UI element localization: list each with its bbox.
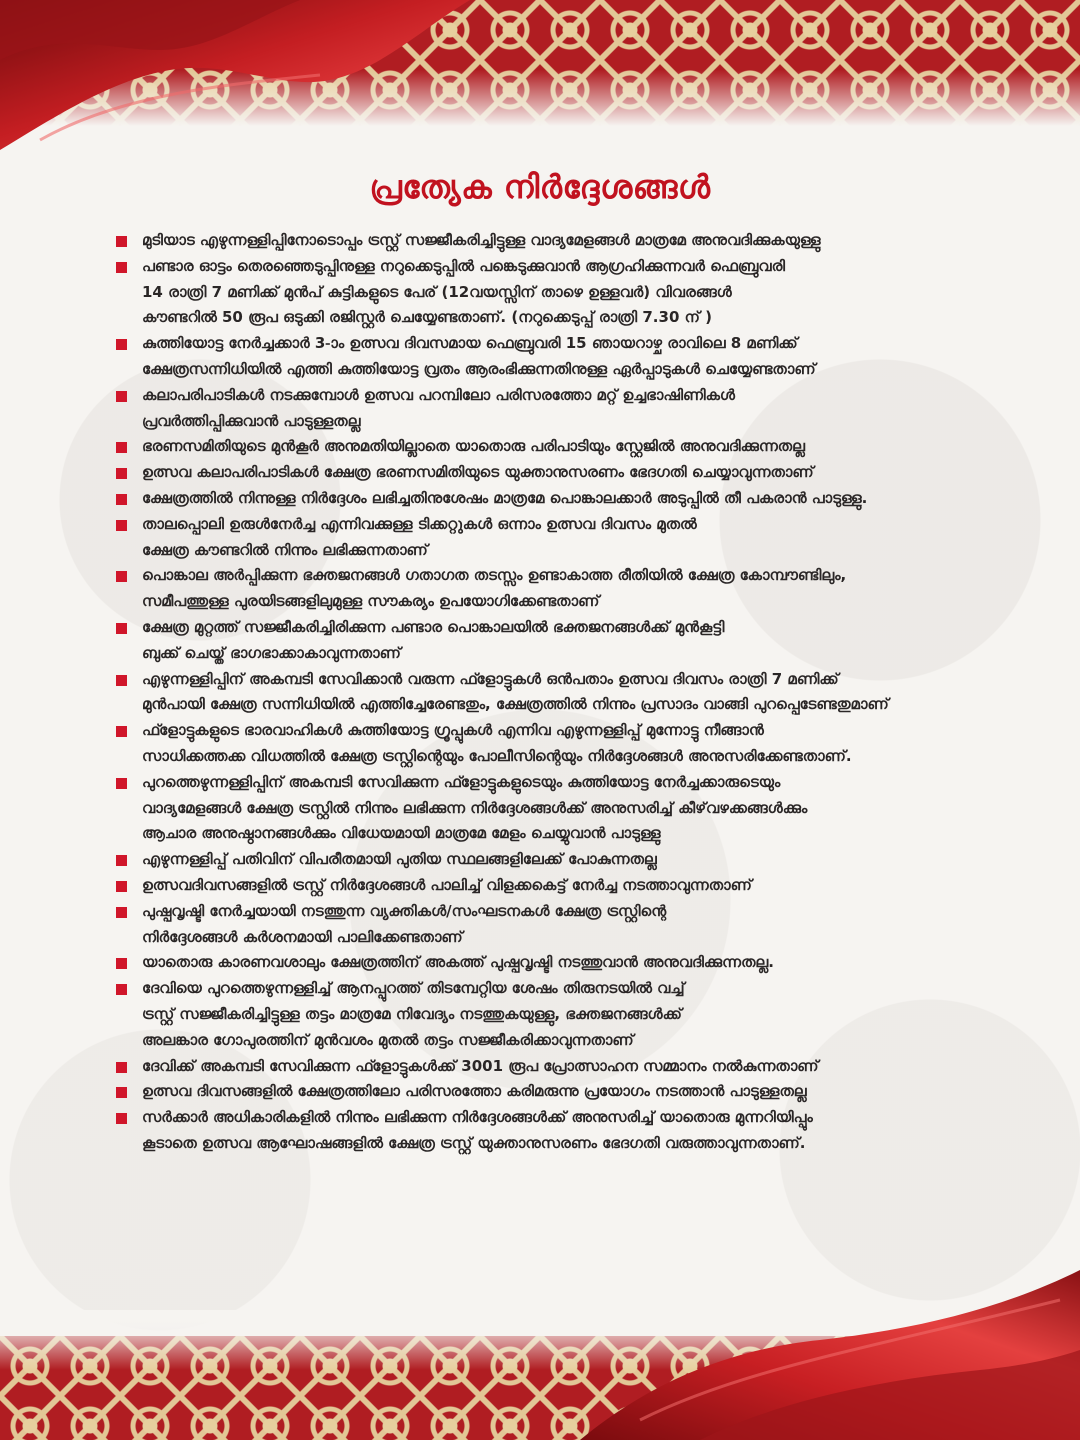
instruction-text-line: കുത്തിയോട്ട നേർച്ചക്കാർ 3-ാം ഉത്സവ ദിവസമായ ഫെബ്രുവരി 15 ഞായറാഴ്ച രാവിലെ 8 മണിക്ക് <box>142 334 798 353</box>
page-title: പ്രത്യേക നിർദ്ദേശങ്ങൾ <box>369 168 711 206</box>
square-bullet-icon <box>116 1113 127 1124</box>
instruction-text-line: ഭരണസമിതിയുടെ മുൻകൂർ അനുമതിയില്ലാതെ യാതൊരു പരിപാടിയും സ്റ്റേജിൽ അനുവദിക്കുന്നതല്ല <box>142 437 805 456</box>
instruction-text-line: കൗണ്ടറിൽ 50 രൂപ ഒടുക്കി രജിസ്റ്റർ ചെയ്യേണ്ടതാണ്. (നറുക്കെടുപ്പ് രാത്രി 7.30 ന് ) <box>142 308 712 327</box>
instruction-text-line: വാദ്യമേളങ്ങൾ ക്ഷേത്ര ട്രസ്റ്റിൽ നിന്നും ലഭിക്കുന്ന നിർദ്ദേശങ്ങൾക്ക് അനുസരിച്ച് കീഴ്‌വഴക്കങ്ങൾക്കും <box>142 798 808 817</box>
instruction-item <box>116 563 1046 615</box>
instruction-item <box>116 460 1046 486</box>
instruction-text-line: പണ്ടാര ഓട്ടം തെരഞ്ഞെടുപ്പിനുള്ള നറുക്കെടുപ്പിൽ പങ്കെടുക്കുവാൻ ആഗ്രഹിക്കുന്നവർ ഫെബ്രുവരി <box>142 256 785 275</box>
square-bullet-icon <box>116 881 127 892</box>
instruction-list <box>116 228 1046 1157</box>
instruction-item <box>116 1079 1046 1105</box>
instruction-text-line: എഴുന്നള്ളിപ്പ് പതിവിന് വിപരീതമായി പുതിയ സ്ഥലങ്ങളിലേക്ക് പോകുന്നതല്ല <box>142 850 657 869</box>
instruction-text-line: പുറത്തെഴുന്നള്ളിപ്പിന് അകമ്പടി സേവിക്കുന്ന ഫ്ളോട്ടുകളുടെയും കുത്തിയോട്ട നേർച്ചക്കാരുടെയും <box>142 772 781 791</box>
instruction-text-line: ഉത്സവ ദിവസങ്ങളിൽ ക്ഷേത്രത്തിലോ പരിസരത്തോ കരിമരുന്നു പ്രയോഗം നടത്താൻ പാടുള്ളതല്ല <box>142 1082 807 1101</box>
instruction-text-line: പ്രവർത്തിപ്പിക്കുവാൻ പാടുള്ളതല്ല <box>142 411 361 430</box>
top-left-red-drape <box>0 0 470 160</box>
square-bullet-icon <box>116 391 127 402</box>
instruction-item <box>116 899 1046 951</box>
instruction-item <box>116 434 1046 460</box>
square-bullet-icon <box>116 623 127 634</box>
instruction-text-line: ക്ഷേത്രസന്നിധിയിൽ എത്തി കുത്തിയോട്ട വ്രതം ആരംഭിക്കുന്നതിനുള്ള ഏർപ്പാടുകൾ ചെയ്യേണ്ടതാണ് <box>142 359 816 378</box>
instruction-text-line: ആചാര അനുഷ്ഠാനങ്ങൾക്കും വിധേയമായി മാത്രമേ മേളം ചെയ്യുവാൻ പാടുള്ളു <box>142 824 661 843</box>
instruction-item <box>116 1105 1046 1157</box>
instruction-item <box>116 1054 1046 1080</box>
instruction-text-line: സർക്കാർ അധികാരികളിൽ നിന്നും ലഭിക്കുന്ന നിർദ്ദേശങ്ങൾക്ക് അനുസരിച്ച് യാതൊരു മുന്നറിയിപ്പും <box>142 1108 813 1127</box>
square-bullet-icon <box>116 236 127 247</box>
instruction-item <box>116 873 1046 899</box>
instruction-text-line: 14 രാത്രി 7 മണിക്ക് മുൻപ് കുട്ടികളുടെ പേര് (12വയസ്സിന് താഴെ ഉള്ളവർ) വിവരങ്ങൾ <box>142 282 732 301</box>
square-bullet-icon <box>116 1062 127 1073</box>
square-bullet-icon <box>116 907 127 918</box>
square-bullet-icon <box>116 442 127 453</box>
instruction-text-line: അലങ്കാര ഗോപുരത്തിന് മുൻവശം മുതൽ തട്ടം സജ്ജീകരിക്കാവുന്നതാണ് <box>142 1030 634 1049</box>
square-bullet-icon <box>116 494 127 505</box>
instruction-text-line: ക്ഷേത്ര കൗണ്ടറിൽ നിന്നും ലഭിക്കുന്നതാണ് <box>142 540 428 559</box>
instruction-text-line: ദേവിയെ പുറത്തെഴുന്നള്ളിച്ച് ആനപ്പുറത്ത് തിടമ്പേറ്റിയ ശേഷം തിരുനടയിൽ വച്ച് <box>142 979 685 998</box>
instruction-item <box>116 383 1046 435</box>
instruction-item <box>116 331 1046 383</box>
instruction-text-line: ഫ്ളോട്ടുകളുടെ ഭാരവാഹികൾ കുത്തിയോട്ട ഗ്രൂപ്പുകൾ എന്നിവ എഴുന്നള്ളിപ്പ് മുന്നോട്ടു നീങ്ങാൻ <box>142 721 764 740</box>
square-bullet-icon <box>116 984 127 995</box>
instruction-item <box>116 228 1046 254</box>
square-bullet-icon <box>116 675 127 686</box>
instruction-text-line: പൊങ്കാല അർപ്പിക്കുന്ന ഭക്തജനങ്ങൾ ഗതാഗത തടസ്സം ഉണ്ടാകാത്ത രീതിയിൽ ക്ഷേത്ര കോമ്പൗണ്ടിലും, <box>142 566 847 585</box>
instruction-item <box>116 486 1046 512</box>
square-bullet-icon <box>116 855 127 866</box>
square-bullet-icon <box>116 468 127 479</box>
instruction-item <box>116 976 1046 1053</box>
instruction-text-line: പുഷ്പവൃഷ്ടി നേർച്ചയായി നടത്തുന്ന വ്യക്തികൾ/സംഘടനകൾ ക്ഷേത്ര ട്രസ്റ്റിന്റെ <box>142 901 667 920</box>
instruction-text-line: ബുക്ക് ചെയ്ത് ഭാഗഭാക്കാകാവുന്നതാണ് <box>142 643 401 662</box>
instruction-item <box>116 667 1046 719</box>
square-bullet-icon <box>116 262 127 273</box>
instruction-item <box>116 718 1046 770</box>
instruction-text-line: എഴുന്നള്ളിപ്പിന് അകമ്പടി സേവിക്കാൻ വരുന്ന ഫ്ളോട്ടുകൾ ഒൻപതാം ഉത്സവ ദിവസം രാത്രി 7 മണിക്ക് <box>142 669 839 688</box>
instruction-text-line: യാതൊരു കാരണവശാലും ക്ഷേത്രത്തിന് അകത്ത് പുഷ്പവൃഷ്ടി നടത്തുവാൻ അനുവദിക്കുന്നതല്ല. <box>142 953 774 972</box>
instruction-text-line: മുൻപായി ക്ഷേത്ര സന്നിധിയിൽ എത്തിച്ചേരേണ്ടതും, ക്ഷേത്രത്തിൽ നിന്നും പ്രസാദം വാങ്ങി പുറപ്പെടേണ്ടതുമാണ് <box>142 695 889 714</box>
instruction-text-line: ക്ഷേത്ര മുറ്റത്ത് സജ്ജീകരിച്ചിരിക്കുന്ന പണ്ടാര പൊങ്കാലയിൽ ഭക്തജനങ്ങൾക്ക് മുൻകൂട്ടി <box>142 617 725 636</box>
instruction-text-line: ഉത്സവ കലാപരിപാടികൾ ക്ഷേത്ര ഭരണസമിതിയുടെ യുക്താനുസരണം ഭേദഗതി ചെയ്യാവുന്നതാണ് <box>142 463 814 482</box>
instruction-text-line: താലപ്പൊലി ഉരുൾനേർച്ച എന്നിവക്കുള്ള ടിക്കറ്റുകൾ ഒന്നാം ഉത്സവ ദിവസം മുതൽ <box>142 514 697 533</box>
square-bullet-icon <box>116 1087 127 1098</box>
instruction-item <box>116 950 1046 976</box>
instruction-item <box>116 615 1046 667</box>
instruction-item <box>116 847 1046 873</box>
instruction-item <box>116 512 1046 564</box>
bottom-right-red-drape <box>580 1270 1080 1440</box>
instruction-text-line: സമീപത്തുള്ള പുരയിടങ്ങളിലുമുള്ള സൗകര്യം ഉപയോഗിക്കേണ്ടതാണ് <box>142 592 600 611</box>
square-bullet-icon <box>116 726 127 737</box>
square-bullet-icon <box>116 571 127 582</box>
instruction-text-line: മുടിയാട എഴുന്നള്ളിപ്പിനോടൊപ്പം ട്രസ്റ്റ് സജ്ജീകരിച്ചിട്ടുള്ള വാദ്യമേളങ്ങൾ മാത്രമേ അനുവദിക്കുകയുള്ളു <box>142 231 821 249</box>
instruction-text-line: ട്രസ്റ്റ് സജ്ജീകരിച്ചിട്ടുള്ള തട്ടം മാത്രമേ നിവേദ്യം നടത്തുകയുള്ളു, ഭക്തജനങ്ങൾക്ക് <box>142 1004 682 1023</box>
instruction-text-line: നിർദ്ദേശങ്ങൾ കർശനമായി പാലിക്കേണ്ടതാണ് <box>142 927 463 946</box>
instruction-text-line: സാധിക്കത്തക്ക വിധത്തിൽ ക്ഷേത്ര ട്രസ്റ്റിന്റെയും പോലീസിന്റെയും നിർദ്ദേശങ്ങൾ അനുസരിക്കേണ്ടതാണ്. <box>142 746 852 765</box>
instruction-text-line: ക്ഷേത്രത്തിൽ നിന്നുള്ള നിർദ്ദേശം ലഭിച്ചതിനുശേഷം മാത്രമേ പൊങ്കാലക്കാർ അടുപ്പിൽ തീ പകരാൻ പാടുള്ളു. <box>142 488 868 507</box>
square-bullet-icon <box>116 339 127 350</box>
square-bullet-icon <box>116 778 127 789</box>
instruction-text-line: കലാപരിപാടികൾ നടക്കുമ്പോൾ ഉത്സവ പറമ്പിലോ പരിസരത്തോ മറ്റ് ഉച്ചഭാഷിണികൾ <box>142 385 735 404</box>
square-bullet-icon <box>116 958 127 969</box>
instruction-text-line: ഉത്സവദിവസങ്ങളിൽ ട്രസ്റ്റ് നിർദ്ദേശങ്ങൾ പാലിച്ച് വിളക്കകെട്ട് നേർച്ച നടത്താവുന്നതാണ് <box>142 875 752 894</box>
square-bullet-icon <box>116 520 127 531</box>
instruction-item <box>116 254 1046 331</box>
instruction-text-line: ദേവിക്ക് അകമ്പടി സേവിക്കുന്ന ഫ്ളോട്ടുകൾക്ക് 3001 രൂപ പ്രോത്സാഹന സമ്മാനം നൽകുന്നതാണ് <box>142 1056 819 1075</box>
instruction-text-line: കൂടാതെ ഉത്സവ ആഘോഷങ്ങളിൽ ക്ഷേത്ര ട്രസ്റ്റ് യുക്താനുസരണം ഭേദഗതി വരുത്താവുന്നതാണ്. <box>142 1133 806 1152</box>
instruction-item <box>116 770 1046 847</box>
